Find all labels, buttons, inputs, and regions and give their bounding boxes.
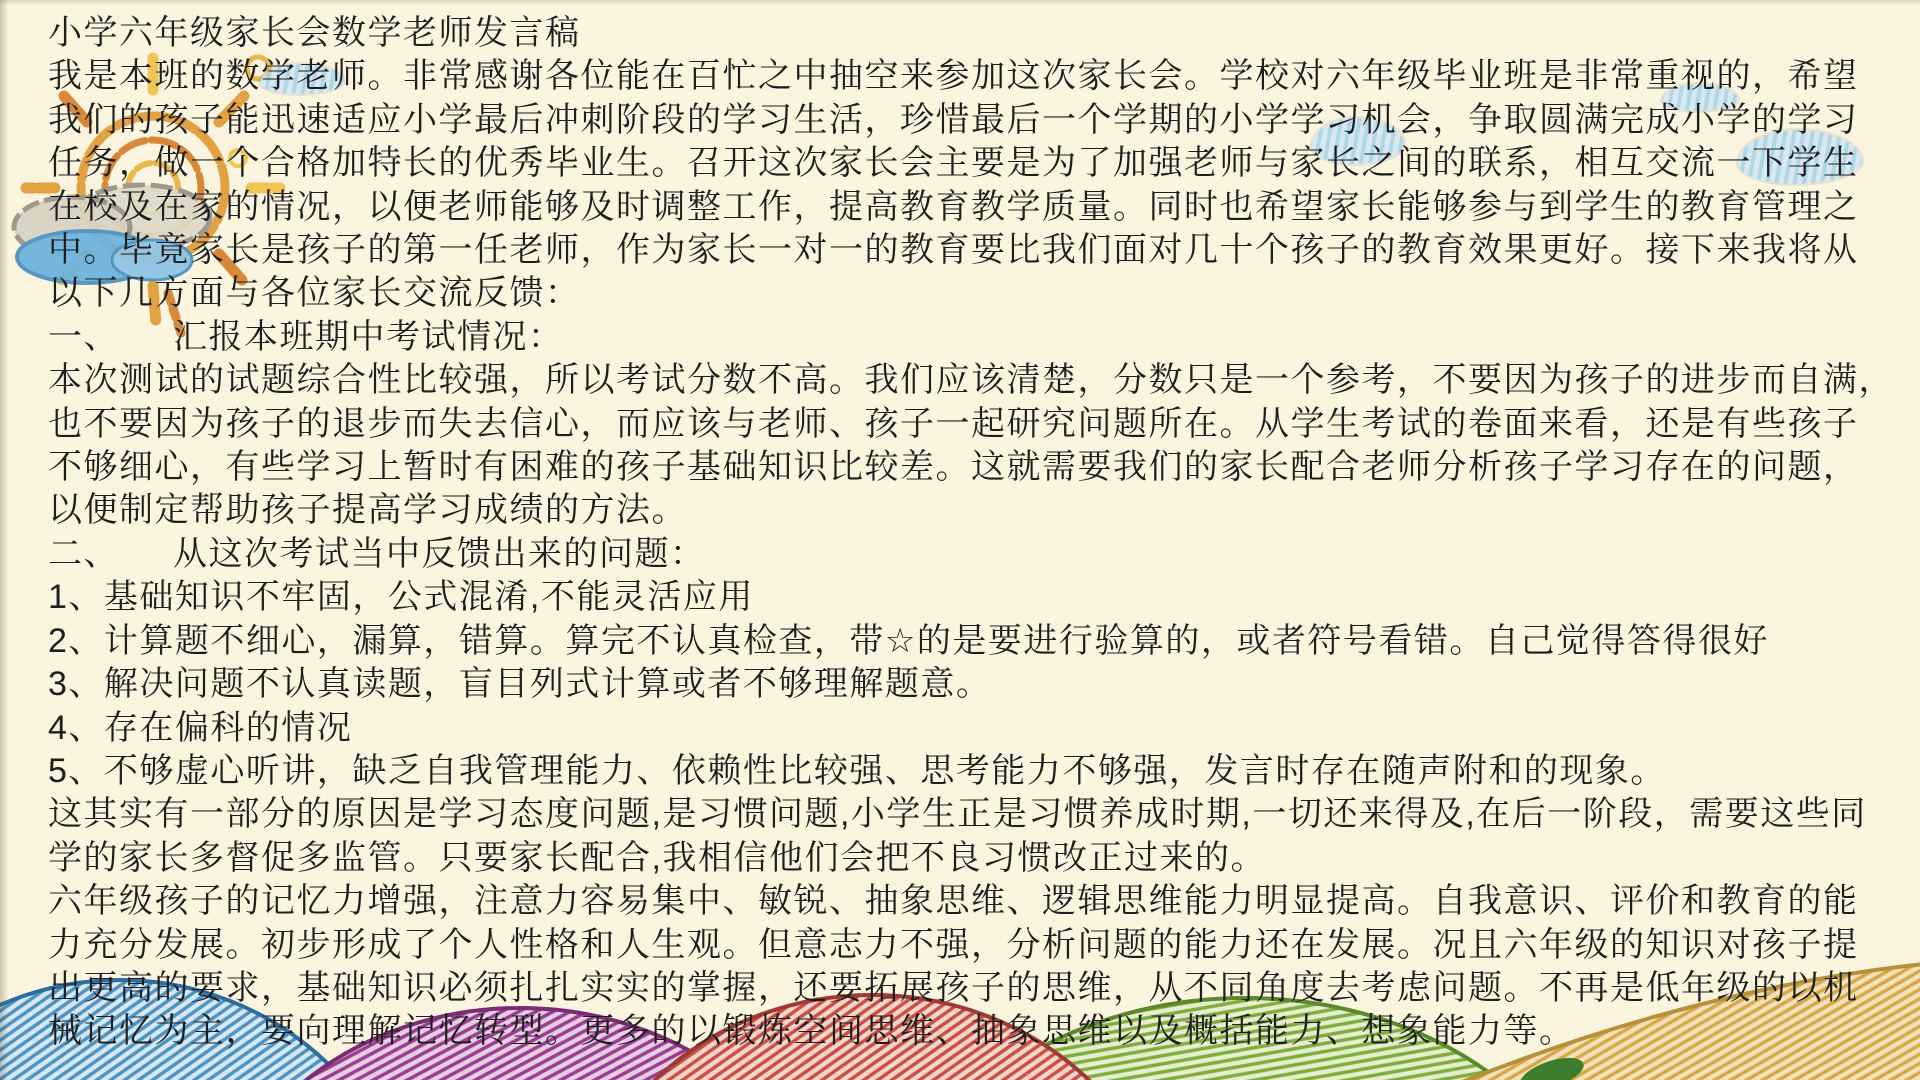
section-heading-1: 一、 汇报本班期中考试情况： (48, 317, 564, 356)
text-line: 出更高的要求，基础知识必须扎扎实实的掌握，还要拓展孩子的思维，从不同角度去考虑问题。不再是低年级的以机 (48, 968, 1859, 1007)
text-line: 也不要因为孩子的退步而失去信心，而应该与老师、孩子一起研究问题所在。从学生考试的卷面来看，还是有些孩子 (48, 404, 1859, 443)
list-item-3: 3、解决问题不认真读题，盲目列式计算或者不够理解题意。 (48, 665, 992, 704)
section-heading-2: 二、 从这次考试当中反馈出来的问题： (48, 534, 706, 573)
text-line: 本次测试的试题综合性比较强，所以考试分数不高。我们应该清楚，分数只是一个参考，不要因为孩子的进步而自满， (48, 361, 1894, 400)
text-line: 这其实有一部分的原因是学习态度问题,是习惯问题,小学生正是习惯养成时期,一切还来得及,在后一阶段，需要这些同 (48, 795, 1867, 834)
page-left-edge-shadow (0, 0, 8, 1080)
document-title: 小学六年级家长会数学老师发言稿 (48, 14, 581, 52)
text-line: 我们的孩子能迅速适应小学最后冲刺阶段的学习生活，珍惜最后一个学期的小学学习机会，争取圆满完成小学的学习 (48, 100, 1859, 139)
text-line: 以下几方面与各位家长交流反馈： (48, 274, 581, 313)
list-item-1: 1、基础知识不牢固，公式混淆,不能灵活应用 (48, 578, 754, 617)
text-line: 以便制定帮助孩子提高学习成绩的方法。 (48, 491, 687, 530)
text-line: 力充分发展。初步形成了个人性格和人生观。但意志力不强，分析问题的能力还在发展。况且六年级的知识对孩子提 (48, 925, 1859, 964)
list-item-2: 2、计算题不细心，漏算，错算。算完不认真检查，带☆的是要进行验算的，或者符号看错。自己觉得答得很好 (48, 621, 1769, 660)
list-item-5: 5、不够虚心听讲，缺乏自我管理能力、依赖性比较强、思考能力不够强，发言时存在随声附和的现象。 (48, 751, 1666, 790)
speech-text (48, 12, 1894, 1054)
text-line: 在校及在家的情况，以便老师能够及时调整工作，提高教育教学质量。同时也希望家长能够参与到学生的教育管理之 (48, 187, 1859, 226)
text-line: 我是本班的数学老师。非常感谢各位能在百忙之中抽空来参加这次家长会。学校对六年级毕业班是非常重视的，希望 (48, 57, 1859, 96)
page-top-edge-shadow (0, 0, 1920, 5)
text-line: 学的家长多督促多监管。只要家长配合,我相信他们会把不良习惯改正过来的。 (48, 838, 1266, 877)
list-item-4: 4、存在偏科的情况 (48, 708, 353, 747)
text-line: 不够细心，有些学习上暂时有困难的孩子基础知识比较差。这就需要我们的家长配合老师分析孩子学习存在的问题， (48, 448, 1859, 487)
text-line: 任务，做一个合格加特长的优秀毕业生。召开这次家长会主要是为了加强老师与家长之间的联系，相互交流一下学生 (48, 144, 1859, 183)
text-line: 械记忆为主，要向理解记忆转型。更多的以锻炼空间思维、抽象思维以及概括能力、想象能力等。 (48, 1012, 1575, 1051)
text-line: 六年级孩子的记忆力增强，注意力容易集中、敏锐、抽象思维、逻辑思维能力明显提高。自我意识、评价和教育的能 (48, 882, 1859, 921)
text-line: 中。毕竟家长是孩子的第一任老师，作为家长一对一的教育要比我们面对几十个孩子的教育效果更好。接下来我将从 (48, 231, 1859, 270)
